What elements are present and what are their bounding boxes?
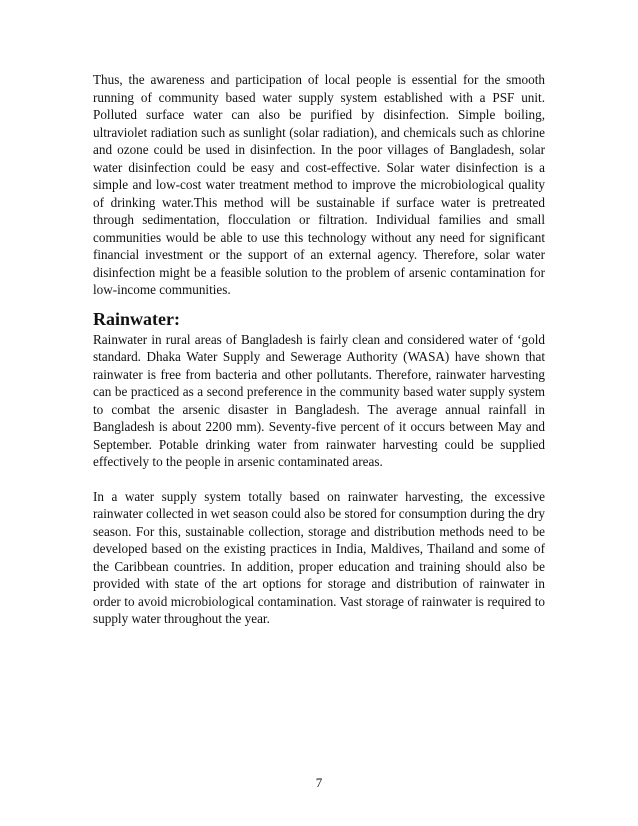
rainwater-paragraph-2: In a water supply system totally based on rainwater harvesting, the excessive rainwater collected in wet season could also be stored for consumption during the dry season. For this, sustainable collection, storage and distribution methods need to be developed based on the existing practices in India, Maldives, Thailand and some of the Caribbean countries. In addition, proper education and training should also be provided with state of the art options for storage and distribution of rainwater in order to avoid microbiological contamination. Vast storage of rainwater is required to supply water throughout the year. [93,488,545,626]
paragraph-spacer [93,471,545,488]
intro-paragraph: Thus, the awareness and participation of local people is essential for the smooth running of community based water supply system established with a PSF unit. Polluted surface water can also be purified by disinfection. Simple boiling, ultraviolet radiation such as sunlight (solar radiation), and chemicals such as chlorine and ozone could be used in disinfection. In the poor villages of Bangladesh, solar water disinfection could be easy and cost-effective. Solar water disinfection is a simple and low-cost water treatment method to improve the microbiological quality of drinking water.This method will be sustainable if surface water is pretreated through sedimentation, flocculation or filtration. Individual families and small communities would be able to use this technology without any need for significant financial investment or the support of an external agency. Therefore, solar water disinfection might be a feasible solution to the problem of arsenic contamination for low-income communities. [93,72,545,297]
rainwater-paragraph-1: Rainwater in rural areas of Bangladesh is fairly clean and considered water of ‘gold standard. Dhaka Water Supply and Sewerage Authority (WASA) have shown that rainwater is free from bacteria and other pollutants. Therefore, rainwater harvesting can be practiced as a second preference in the community based water supply system to combat the arsenic disaster in Bangladesh. The average annual rainfall in Bangladesh is about 2200 mm). Seventy-five percent of it occurs between May and September. Potable drinking water from rainwater harvesting could be supplied effectively to the people in arsenic contaminated areas. [93,331,545,469]
section-heading-rainwater: Rainwater: [93,308,180,329]
page-number: 7 [315,775,323,790]
page-content [93,71,545,628]
